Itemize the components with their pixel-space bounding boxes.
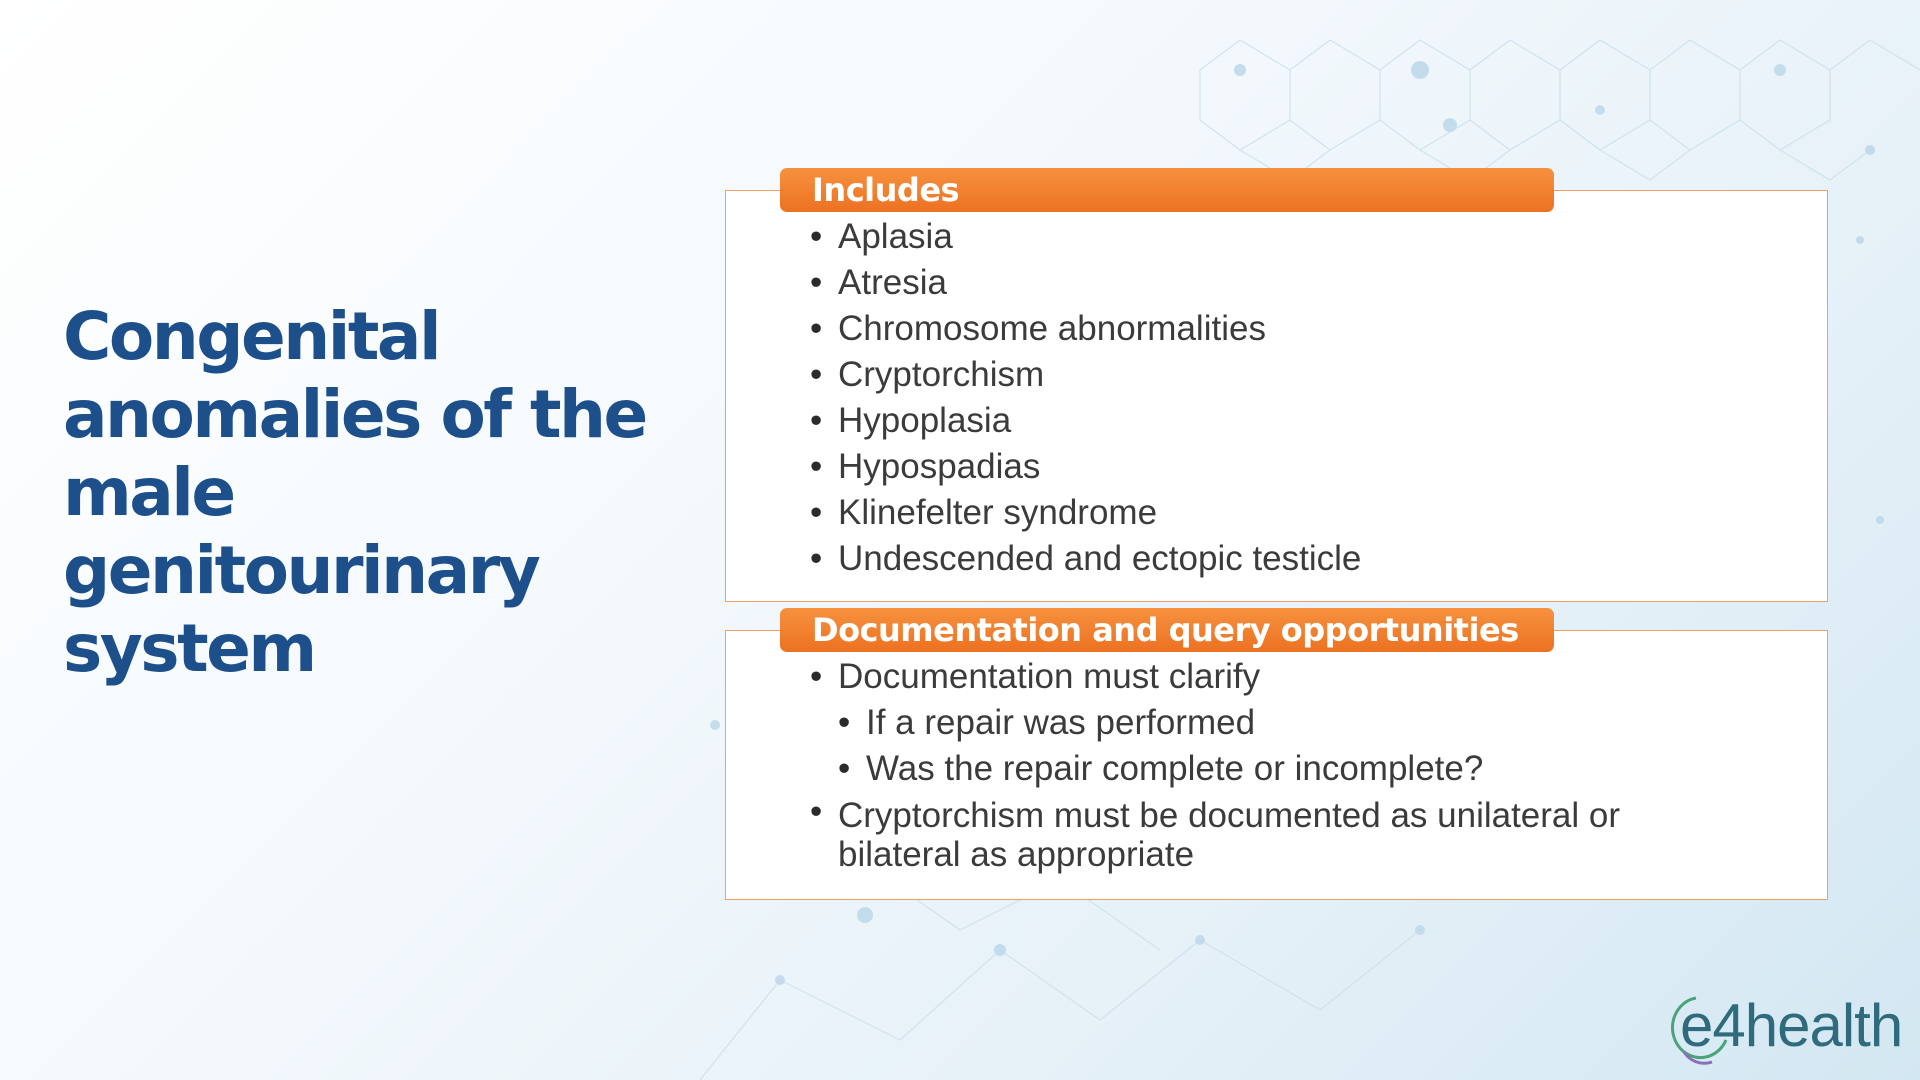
- documentation-list: [810, 654, 1710, 874]
- sub-list-item: • Was the repair complete or incomplete?: [838, 746, 1710, 792]
- list-item: • Hypospadias: [810, 444, 1361, 490]
- list-item: • Klinefelter syndrome: [810, 490, 1361, 536]
- list-item: • Hypoplasia: [810, 398, 1361, 444]
- documentation-header: Documentation and query opportunities: [780, 608, 1554, 652]
- includes-list: [810, 214, 1361, 582]
- list-item: • Chromosome abnormalities: [810, 306, 1361, 352]
- list-item: • Cryptorchism: [810, 352, 1361, 398]
- list-item: • Aplasia: [810, 214, 1361, 260]
- list-item: • Cryptorchism must be documented as unilateral or bilateral as appropriate: [810, 792, 1710, 874]
- list-item: • Undescended and ectopic testicle: [810, 536, 1361, 582]
- list-item: • Atresia: [810, 260, 1361, 306]
- sub-list-item: • If a repair was performed: [838, 700, 1710, 746]
- e4health-logo: [1666, 990, 1903, 1070]
- includes-header: Includes: [780, 168, 1554, 212]
- list-item: • Documentation must clarify: [810, 654, 1710, 700]
- slide-title: Congenital anomalies of the male genitourinary system: [63, 298, 646, 687]
- logo-text: e4health: [1680, 992, 1903, 1059]
